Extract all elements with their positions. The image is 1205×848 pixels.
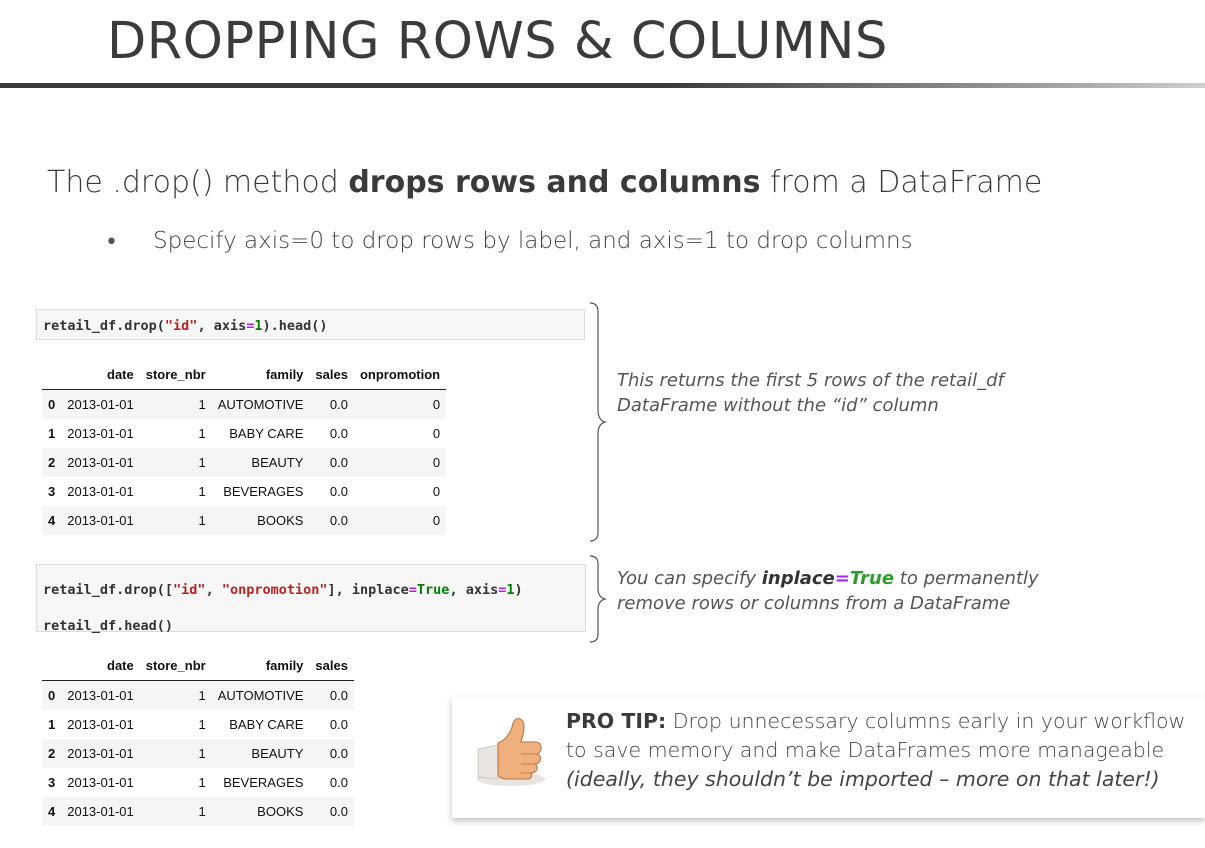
table-cell: 0.0: [329, 717, 348, 732]
intro-bold: drops rows and columns: [348, 165, 761, 200]
bullet-text: Specify axis=0 to drop rows by label, and axis=1 to drop columns: [153, 228, 913, 254]
row-index: 1: [48, 717, 56, 732]
title-divider: [0, 83, 1205, 88]
pro-tip-label: PRO TIP:: [566, 709, 667, 733]
table-cell: 2013-01-01: [67, 746, 134, 761]
column-header: store_nbr: [140, 360, 212, 390]
column-header: onpromotion: [354, 360, 446, 390]
table-cell: BABY CARE: [229, 426, 304, 441]
column-header: store_nbr: [140, 651, 212, 681]
table-cell: 2013-01-01: [67, 484, 134, 499]
table-cell: 0.0: [329, 688, 348, 703]
table-cell: 1: [198, 426, 206, 441]
table-cell: 2013-01-01: [67, 455, 134, 470]
column-header: sales: [309, 651, 354, 681]
table-cell: 2013-01-01: [67, 426, 134, 441]
table-cell: 1: [198, 484, 206, 499]
row-index: 1: [48, 426, 56, 441]
table-cell: 2013-01-01: [67, 775, 134, 790]
dataframe-output-2: [42, 651, 354, 826]
row-index: 0: [48, 397, 56, 412]
table-row: [42, 477, 446, 506]
dataframe-output-1: [42, 360, 446, 535]
row-index: 3: [48, 484, 56, 499]
intro-line: [47, 165, 1042, 200]
table-cell: 0: [432, 426, 441, 441]
table-row: [42, 768, 354, 797]
pro-tip-text: PRO TIP: Drop unnecessary columns early in your workflow to save memory and make DataFrames more manageable (ideally, they shouldn’t be imported – more on that later!): [566, 709, 1186, 791]
table-cell: 0.0: [329, 484, 348, 499]
table-cell: 2013-01-01: [67, 513, 134, 528]
note-inplace: You can specify inplace=True to permanently remove rows or columns from a DataFrame: [617, 568, 1039, 614]
table-cell: 0.0: [329, 455, 348, 470]
table-row: [42, 710, 354, 739]
table-cell: 1: [198, 804, 206, 819]
table-cell: 0: [432, 397, 441, 412]
page-title: DROPPING ROWS & COLUMNS: [107, 12, 888, 71]
table-cell: 2013-01-01: [67, 688, 134, 703]
table-cell: 1: [198, 688, 206, 703]
table-cell: 0.0: [329, 426, 348, 441]
table-cell: 0.0: [329, 397, 348, 412]
table-cell: BABY CARE: [229, 717, 304, 732]
table-row: [42, 390, 446, 420]
table-row: [42, 681, 354, 711]
brace-1: [588, 302, 608, 542]
table-cell: 1: [198, 397, 206, 412]
pro-tip-box: [452, 697, 1205, 818]
column-header: [42, 360, 61, 390]
table-cell: BEVERAGES: [223, 775, 304, 790]
bullet-dot: •: [105, 230, 118, 255]
table-row: [42, 506, 446, 535]
table-cell: BOOKS: [257, 804, 304, 819]
table-cell: BEAUTY: [251, 746, 304, 761]
row-index: 4: [48, 513, 56, 528]
table-cell: 0.0: [329, 804, 348, 819]
column-header: family: [212, 360, 310, 390]
table-cell: AUTOMOTIVE: [217, 397, 304, 412]
table-cell: BEAUTY: [251, 455, 304, 470]
table-row: [42, 797, 354, 826]
table-cell: 1: [198, 513, 206, 528]
column-header: [42, 651, 61, 681]
column-header: family: [212, 651, 310, 681]
note-drop-column: [617, 368, 1004, 418]
column-header: sales: [309, 360, 354, 390]
column-header: date: [61, 651, 140, 681]
row-index: 2: [48, 455, 56, 470]
table-cell: 0.0: [329, 513, 348, 528]
thumbs-up-icon: [468, 709, 554, 789]
brace-2: [588, 555, 608, 643]
row-index: 0: [48, 688, 56, 703]
table-cell: BOOKS: [257, 513, 304, 528]
intro-suffix: from a DataFrame: [760, 165, 1043, 200]
intro-prefix: The .drop() method: [47, 165, 349, 200]
table-cell: 1: [198, 717, 206, 732]
row-index: 4: [48, 804, 56, 819]
column-header: date: [61, 360, 140, 390]
table-cell: 0: [432, 455, 441, 470]
table-row: [42, 448, 446, 477]
table-cell: 1: [198, 775, 206, 790]
table-cell: 2013-01-01: [67, 717, 134, 732]
table-cell: AUTOMOTIVE: [217, 688, 304, 703]
table-cell: 0.0: [329, 775, 348, 790]
row-index: 2: [48, 746, 56, 761]
table-cell: 2013-01-01: [67, 804, 134, 819]
table-cell: 1: [198, 455, 206, 470]
table-cell: 1: [198, 746, 206, 761]
table-cell: 0.0: [329, 746, 348, 761]
note1-line1: This returns the first 5 rows of the retail_df: [617, 370, 1004, 391]
table-cell: BEVERAGES: [223, 484, 304, 499]
note1-line2: DataFrame without the “id” column: [617, 395, 939, 416]
table-cell: 2013-01-01: [67, 397, 134, 412]
row-index: 3: [48, 775, 56, 790]
code-cell-drop-column: retail_df.drop("id", axis=1).head(): [36, 309, 585, 340]
table-row: [42, 419, 446, 448]
table-cell: 0: [432, 484, 441, 499]
code-cell-drop-inplace: retail_df.drop(["id", "onpromotion"], inplace=True, axis=1) retail_df.head(): [36, 564, 586, 632]
table-row: [42, 739, 354, 768]
table-cell: 0: [432, 513, 441, 528]
